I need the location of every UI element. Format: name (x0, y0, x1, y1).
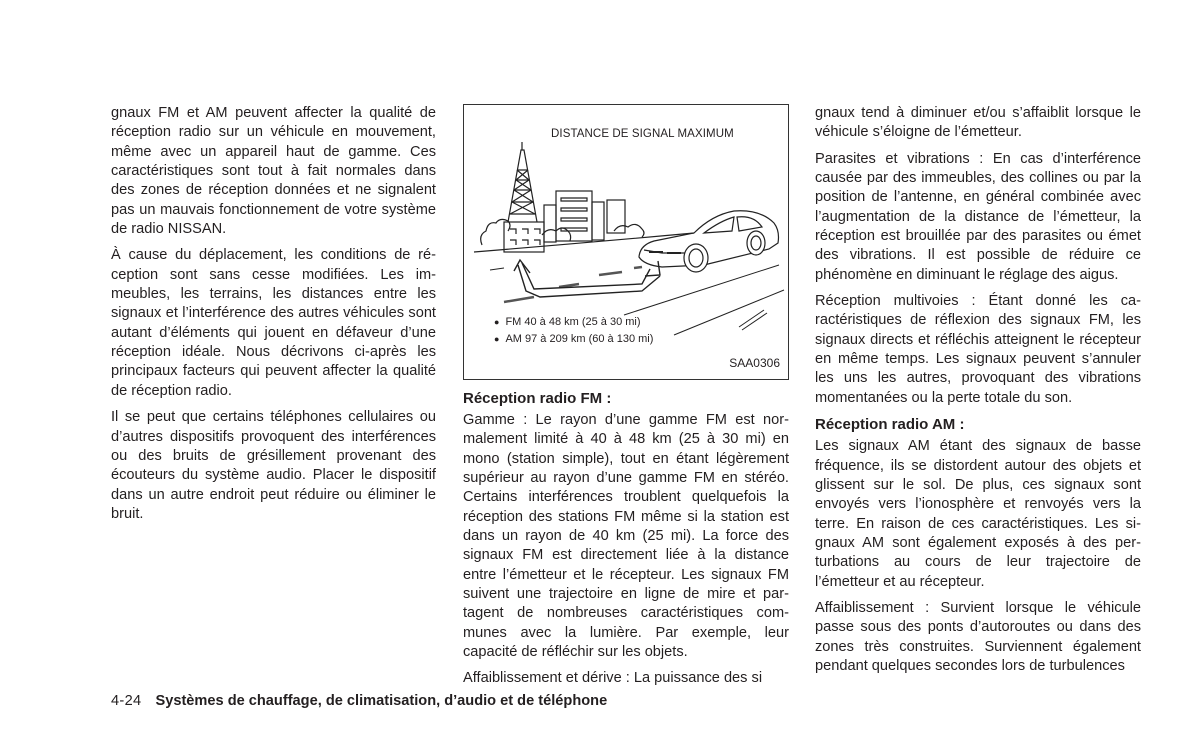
page-footer (111, 693, 607, 709)
section-heading-am: Réception radio AM : (815, 416, 965, 434)
paragraph: Les signaux AM étant des signaux de basse fréquence, ils se distordent autour des objets et glissent sur le sol. De plus, ces signaux sont envoyés vers l’ionosphère et renvoyés vers la terre. En raison de ces caractéristiques. Les signaux AM sont également exposés à des perturbations au cours de leur trajectoire de l’émetteur et au récepteur. (815, 438, 1141, 590)
text-column-2 (463, 104, 789, 696)
text-column-1 (111, 104, 436, 531)
section-heading-fm: Réception radio FM : (463, 390, 612, 407)
signal-distance-figure (463, 104, 789, 380)
paragraph: Il se peut que certains téléphones cellulaires ou d’autres dispositifs provoquent des interférences ou des bruits de grésillement provenant des écouteurs du système audio. Placer le dispositif dans un autre endroit peut réduire ou éliminer le bruit. (111, 409, 436, 522)
text-column-3 (815, 104, 1141, 683)
chapter-title: Systèmes de chauffage, de climatisation, d’audio et de téléphone (155, 693, 608, 709)
paragraph: À cause du déplacement, les conditions de réception sont sans cesse modifiées. Les immeubles, les terrains, les distances entre les signaux et l’interférence des autres véhicules sont autant d’éléments qui jouent en défaveur d’une réception idéale. Nous décrivons ci-après les principaux facteurs qui peuvent affecter la qualité de réception radio. (111, 247, 436, 399)
paragraph: Affaiblissement et dérive : La puissance des si (463, 670, 763, 687)
paragraph: Gamme : Le rayon d’une gamme FM est normalement limité à 40 à 48 km (25 à 30 mi) en mono (station simple), tout en étant légèrement supérieur au rayon d’une gamme FM en stéréo. Certains interférences troublent quelquefois la réception des stations FM même si la station est dans un rayon de 40 km (25 mi). La force des signaux FM est directement liée à la distance entre l’émetteur et le récepteur. Les signaux FM suivent une trajectoire en ligne de mire et partagent de nombreuses caractéristiques communes avec la lumière. Par exemple, leur capacité de réfléchir sur les objets. (463, 412, 789, 661)
legend-item-fm: ● FM 40 à 48 km (25 à 30 mi) (494, 314, 653, 331)
legend-item-am: ● AM 97 à 209 km (60 à 130 mi) (494, 331, 653, 348)
page-number: 4-24 (111, 693, 142, 709)
paragraph: Parasites et vibrations : En cas d’interférence causée par des immeubles, des collines ou par la position de l’antenne, en général combinée avec l’augmentation de la distance de l’émetteur, la réception est brouillée par des parasites ou émet des vibrations. Il est possible de réduire ce phénomène en diminuant le réglage des aigus. (815, 150, 1141, 283)
figure-code: SAA0306 (729, 355, 780, 370)
figure-legend (494, 314, 653, 348)
paragraph: gnaux tend à diminuer et/ou s’affaiblit lorsque le véhicule s’éloigne de l’émetteur. (815, 105, 1141, 141)
paragraph: Réception multivoies : Étant donné les caractéristiques de réflexion des signaux FM, les signaux directs et réfléchis atteignent le récepteur en même temps. Les signaux peuvent s’annuler les uns les autres, provoquant des vibrations momentanées ou la perte totale du son. (815, 293, 1141, 406)
paragraph: Affaiblissement : Survient lorsque le véhicule passe sous des ponts d’autoroutes ou dans des zones très construites. Surviennent également pendant quelques secondes lors de turbulences (815, 599, 1141, 674)
paragraph: gnaux FM et AM peuvent affecter la qualité de réception radio sur un véhicule en mouvement, même avec un appareil haut de gamme. Ces caractéristiques sont tout à fait normales dans des zones de réception données et ne signalent pas un mauvais fonctionnement de votre système de radio NISSAN. (111, 105, 436, 238)
figure-title: DISTANCE DE SIGNAL MAXIMUM (551, 128, 734, 140)
